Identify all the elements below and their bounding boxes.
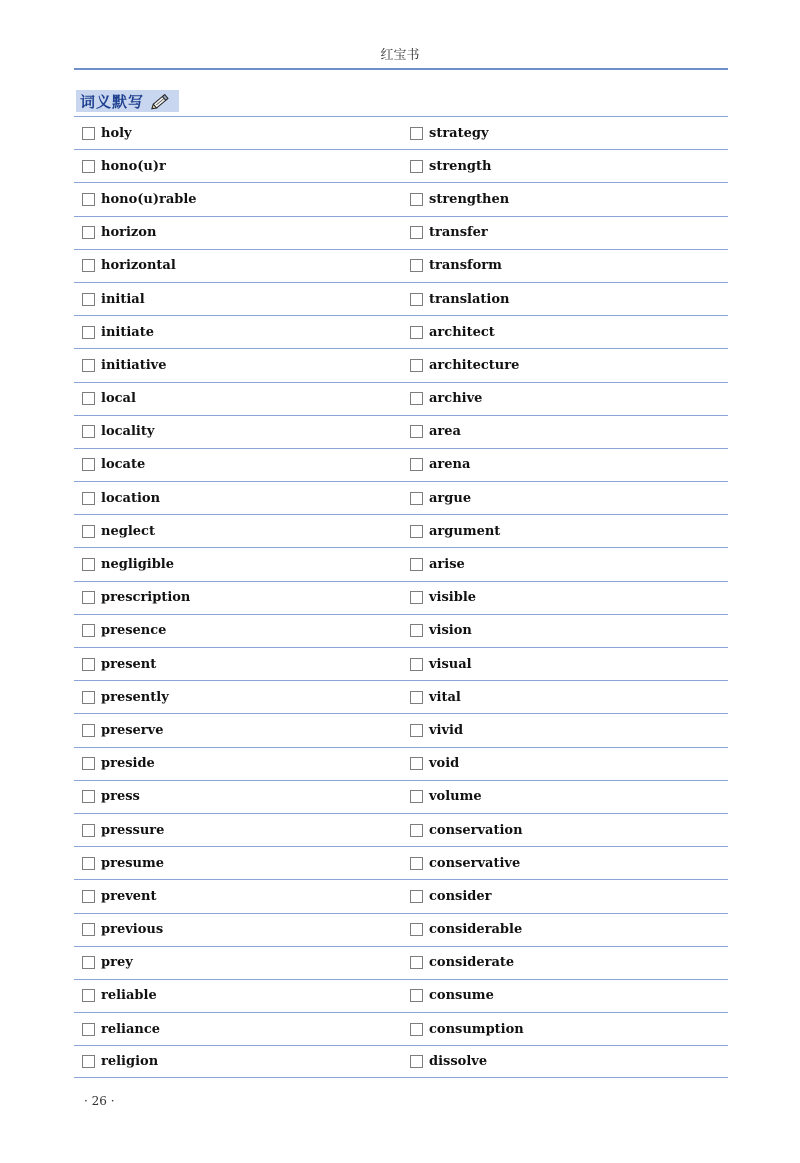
checkbox-icon[interactable] bbox=[82, 989, 95, 1002]
checkbox-icon[interactable] bbox=[82, 127, 95, 140]
checkbox-icon[interactable] bbox=[82, 790, 95, 803]
word-item-left bbox=[82, 482, 160, 514]
table-row bbox=[74, 514, 728, 547]
word-label: religion bbox=[101, 1054, 159, 1070]
checkbox-icon[interactable] bbox=[410, 890, 423, 903]
table-row bbox=[74, 747, 728, 780]
word-item-left bbox=[82, 648, 156, 680]
word-label: strategy bbox=[429, 125, 489, 141]
word-item-left bbox=[82, 681, 169, 713]
word-label: pressure bbox=[101, 822, 165, 838]
word-item-right bbox=[410, 947, 514, 979]
word-item-right bbox=[410, 283, 509, 315]
word-label: volume bbox=[429, 789, 482, 805]
word-item-left bbox=[82, 349, 166, 381]
word-label: neglect bbox=[101, 523, 155, 539]
word-item-left bbox=[82, 183, 197, 215]
checkbox-icon[interactable] bbox=[410, 1023, 423, 1036]
checkbox-icon[interactable] bbox=[82, 359, 95, 372]
word-label: consume bbox=[429, 988, 494, 1004]
word-label: conservation bbox=[429, 822, 523, 838]
checkbox-icon[interactable] bbox=[410, 160, 423, 173]
word-label: arena bbox=[429, 457, 471, 473]
word-item-right bbox=[410, 349, 519, 381]
table-row bbox=[74, 182, 728, 215]
word-label: vivid bbox=[429, 722, 464, 738]
word-item-right bbox=[410, 416, 461, 448]
word-label: negligible bbox=[101, 557, 175, 573]
word-label: void bbox=[429, 756, 460, 772]
word-label: presently bbox=[101, 689, 169, 705]
table-row bbox=[74, 647, 728, 680]
word-label: architect bbox=[429, 324, 495, 340]
table-row bbox=[74, 946, 728, 979]
checkbox-icon[interactable] bbox=[410, 226, 423, 239]
word-label: archive bbox=[429, 391, 483, 407]
checkbox-icon[interactable] bbox=[82, 160, 95, 173]
section-label bbox=[76, 90, 179, 112]
word-item-right bbox=[410, 681, 461, 713]
word-item-left bbox=[82, 548, 174, 580]
checkbox-icon[interactable] bbox=[82, 259, 95, 272]
word-label: strength bbox=[429, 158, 492, 174]
table-row bbox=[74, 116, 728, 149]
table-row bbox=[74, 382, 728, 415]
table-row bbox=[74, 481, 728, 514]
word-label: vital bbox=[429, 689, 461, 705]
word-label: reliable bbox=[101, 988, 157, 1004]
checkbox-icon[interactable] bbox=[82, 591, 95, 604]
checkbox-icon[interactable] bbox=[82, 624, 95, 637]
word-label: architecture bbox=[429, 357, 520, 373]
checkbox-icon[interactable] bbox=[410, 757, 423, 770]
word-label: initial bbox=[101, 291, 145, 307]
word-item-left bbox=[82, 316, 154, 348]
word-item-right bbox=[410, 648, 472, 680]
word-label: initiative bbox=[101, 357, 167, 373]
word-item-right bbox=[410, 217, 488, 249]
table-row bbox=[74, 713, 728, 746]
table-row bbox=[74, 846, 728, 879]
checkbox-icon[interactable] bbox=[410, 558, 423, 571]
word-item-right bbox=[410, 980, 494, 1012]
word-item-left bbox=[82, 615, 166, 647]
table-row bbox=[74, 249, 728, 282]
word-item-right bbox=[410, 847, 520, 879]
checkbox-icon[interactable] bbox=[410, 857, 423, 870]
word-item-right bbox=[410, 914, 522, 946]
checkbox-icon[interactable] bbox=[410, 790, 423, 803]
table-row bbox=[74, 315, 728, 348]
table-row bbox=[74, 415, 728, 448]
word-label: prescription bbox=[101, 590, 191, 606]
checkbox-icon[interactable] bbox=[410, 658, 423, 671]
table-row bbox=[74, 448, 728, 481]
word-label: holy bbox=[101, 125, 132, 141]
checkbox-icon[interactable] bbox=[82, 392, 95, 405]
word-label: preserve bbox=[101, 722, 164, 738]
word-label: area bbox=[429, 424, 461, 440]
checkbox-icon[interactable] bbox=[82, 824, 95, 837]
word-item-right bbox=[410, 748, 459, 780]
checkbox-icon[interactable] bbox=[82, 724, 95, 737]
word-item-right bbox=[410, 150, 491, 182]
word-label: press bbox=[101, 789, 140, 805]
word-label: argument bbox=[429, 523, 501, 539]
word-item-left bbox=[82, 416, 154, 448]
word-item-right bbox=[410, 714, 463, 746]
word-item-left bbox=[82, 150, 166, 182]
word-label: dissolve bbox=[429, 1054, 488, 1070]
checkbox-icon[interactable] bbox=[410, 392, 423, 405]
checkbox-icon[interactable] bbox=[410, 193, 423, 206]
checkbox-icon[interactable] bbox=[410, 1055, 423, 1068]
checkbox-icon[interactable] bbox=[410, 259, 423, 272]
checkbox-icon[interactable] bbox=[82, 558, 95, 571]
table-row bbox=[74, 680, 728, 713]
table-row bbox=[74, 581, 728, 614]
word-item-right bbox=[410, 615, 472, 647]
table-row bbox=[74, 149, 728, 182]
word-item-left bbox=[82, 814, 164, 846]
word-item-right bbox=[410, 117, 489, 149]
checkbox-icon[interactable] bbox=[410, 923, 423, 936]
word-item-left bbox=[82, 217, 156, 249]
word-item-right bbox=[410, 1046, 487, 1077]
word-label: prevent bbox=[101, 888, 157, 904]
word-item-left bbox=[82, 914, 163, 946]
checkbox-icon[interactable] bbox=[410, 956, 423, 969]
word-label: reliance bbox=[101, 1021, 161, 1037]
checkbox-icon[interactable] bbox=[410, 425, 423, 438]
word-item-left bbox=[82, 1046, 158, 1077]
checkbox-icon[interactable] bbox=[410, 293, 423, 306]
checkbox-icon[interactable] bbox=[82, 890, 95, 903]
checkbox-icon[interactable] bbox=[82, 492, 95, 505]
checkbox-icon[interactable] bbox=[82, 326, 95, 339]
word-item-right bbox=[410, 183, 509, 215]
word-label: visual bbox=[429, 656, 472, 672]
word-label: translation bbox=[429, 291, 510, 307]
checkbox-icon[interactable] bbox=[410, 989, 423, 1002]
table-row bbox=[74, 979, 728, 1012]
section-title: 词义默写 bbox=[80, 92, 145, 111]
table-row bbox=[74, 913, 728, 946]
checkbox-icon[interactable] bbox=[410, 824, 423, 837]
word-label: strengthen bbox=[429, 191, 510, 207]
word-item-left bbox=[82, 880, 157, 912]
table-row bbox=[74, 1012, 728, 1045]
word-label: vision bbox=[429, 623, 472, 639]
word-item-right bbox=[410, 582, 476, 614]
checkbox-icon[interactable] bbox=[82, 425, 95, 438]
word-item-right bbox=[410, 250, 502, 282]
word-item-left bbox=[82, 283, 145, 315]
word-label: locality bbox=[101, 424, 155, 440]
table-row bbox=[74, 216, 728, 249]
table-row bbox=[74, 547, 728, 580]
word-label: conservative bbox=[429, 855, 521, 871]
checkbox-icon[interactable] bbox=[410, 458, 423, 471]
word-item-right bbox=[410, 515, 500, 547]
word-item-left bbox=[82, 250, 176, 282]
word-label: hono(u)r bbox=[101, 158, 166, 174]
word-label: considerable bbox=[429, 922, 523, 938]
word-label: consider bbox=[429, 888, 492, 904]
checkbox-icon[interactable] bbox=[410, 359, 423, 372]
word-label: argue bbox=[429, 490, 472, 506]
word-item-left bbox=[82, 748, 155, 780]
word-item-left bbox=[82, 781, 140, 813]
checkbox-icon[interactable] bbox=[82, 691, 95, 704]
word-label: preside bbox=[101, 756, 155, 772]
table-row bbox=[74, 780, 728, 813]
word-item-right bbox=[410, 482, 471, 514]
word-label: transform bbox=[429, 258, 502, 274]
checkbox-icon[interactable] bbox=[82, 293, 95, 306]
checkbox-icon[interactable] bbox=[410, 724, 423, 737]
checkbox-icon[interactable] bbox=[410, 591, 423, 604]
vocabulary-list bbox=[74, 116, 728, 1078]
checkbox-icon[interactable] bbox=[82, 757, 95, 770]
table-row bbox=[74, 1045, 728, 1078]
word-item-left bbox=[82, 714, 163, 746]
pencil-icon bbox=[149, 91, 173, 111]
table-row bbox=[74, 879, 728, 912]
checkbox-icon[interactable] bbox=[82, 1023, 95, 1036]
word-item-right bbox=[410, 814, 523, 846]
table-row bbox=[74, 813, 728, 846]
word-item-left bbox=[82, 449, 145, 481]
word-label: hono(u)rable bbox=[101, 191, 197, 207]
checkbox-icon[interactable] bbox=[82, 923, 95, 936]
checkbox-icon[interactable] bbox=[82, 193, 95, 206]
checkbox-icon[interactable] bbox=[410, 624, 423, 637]
word-item-right bbox=[410, 383, 482, 415]
checkbox-icon[interactable] bbox=[82, 658, 95, 671]
word-item-right bbox=[410, 316, 495, 348]
checkbox-icon[interactable] bbox=[82, 226, 95, 239]
checkbox-icon[interactable] bbox=[410, 127, 423, 140]
word-item-left bbox=[82, 515, 155, 547]
word-item-right bbox=[410, 781, 482, 813]
word-label: location bbox=[101, 490, 161, 506]
word-label: transfer bbox=[429, 225, 488, 241]
checkbox-icon[interactable] bbox=[82, 857, 95, 870]
checkbox-icon[interactable] bbox=[410, 525, 423, 538]
word-label: locate bbox=[101, 457, 146, 473]
word-item-right bbox=[410, 880, 492, 912]
page-number: · 26 · bbox=[84, 1094, 115, 1108]
word-item-left bbox=[82, 947, 133, 979]
word-label: horizontal bbox=[101, 258, 176, 274]
table-row bbox=[74, 614, 728, 647]
checkbox-icon[interactable] bbox=[410, 691, 423, 704]
header-divider bbox=[74, 68, 728, 70]
word-item-left bbox=[82, 980, 157, 1012]
word-item-right bbox=[410, 548, 465, 580]
word-label: present bbox=[101, 656, 157, 672]
word-label: presence bbox=[101, 623, 167, 639]
word-label: presume bbox=[101, 855, 165, 871]
word-label: visible bbox=[429, 590, 477, 606]
word-item-left bbox=[82, 1013, 160, 1045]
word-item-right bbox=[410, 1013, 524, 1045]
word-item-right bbox=[410, 449, 470, 481]
word-label: local bbox=[101, 391, 136, 407]
table-row bbox=[74, 282, 728, 315]
page-header-title: 红宝书 bbox=[380, 48, 420, 63]
checkbox-icon[interactable] bbox=[410, 326, 423, 339]
word-label: considerate bbox=[429, 955, 515, 971]
checkbox-icon[interactable] bbox=[82, 525, 95, 538]
word-label: consumption bbox=[429, 1021, 524, 1037]
table-row bbox=[74, 348, 728, 381]
checkbox-icon[interactable] bbox=[82, 1055, 95, 1068]
word-label: arise bbox=[429, 557, 465, 573]
word-label: initiate bbox=[101, 324, 154, 340]
word-label: prey bbox=[101, 955, 133, 971]
checkbox-icon[interactable] bbox=[410, 492, 423, 505]
word-item-left bbox=[82, 582, 190, 614]
checkbox-icon[interactable] bbox=[82, 458, 95, 471]
word-item-left bbox=[82, 383, 136, 415]
word-item-left bbox=[82, 847, 164, 879]
checkbox-icon[interactable] bbox=[82, 956, 95, 969]
word-item-left bbox=[82, 117, 132, 149]
word-label: horizon bbox=[101, 225, 157, 241]
word-label: previous bbox=[101, 922, 164, 938]
